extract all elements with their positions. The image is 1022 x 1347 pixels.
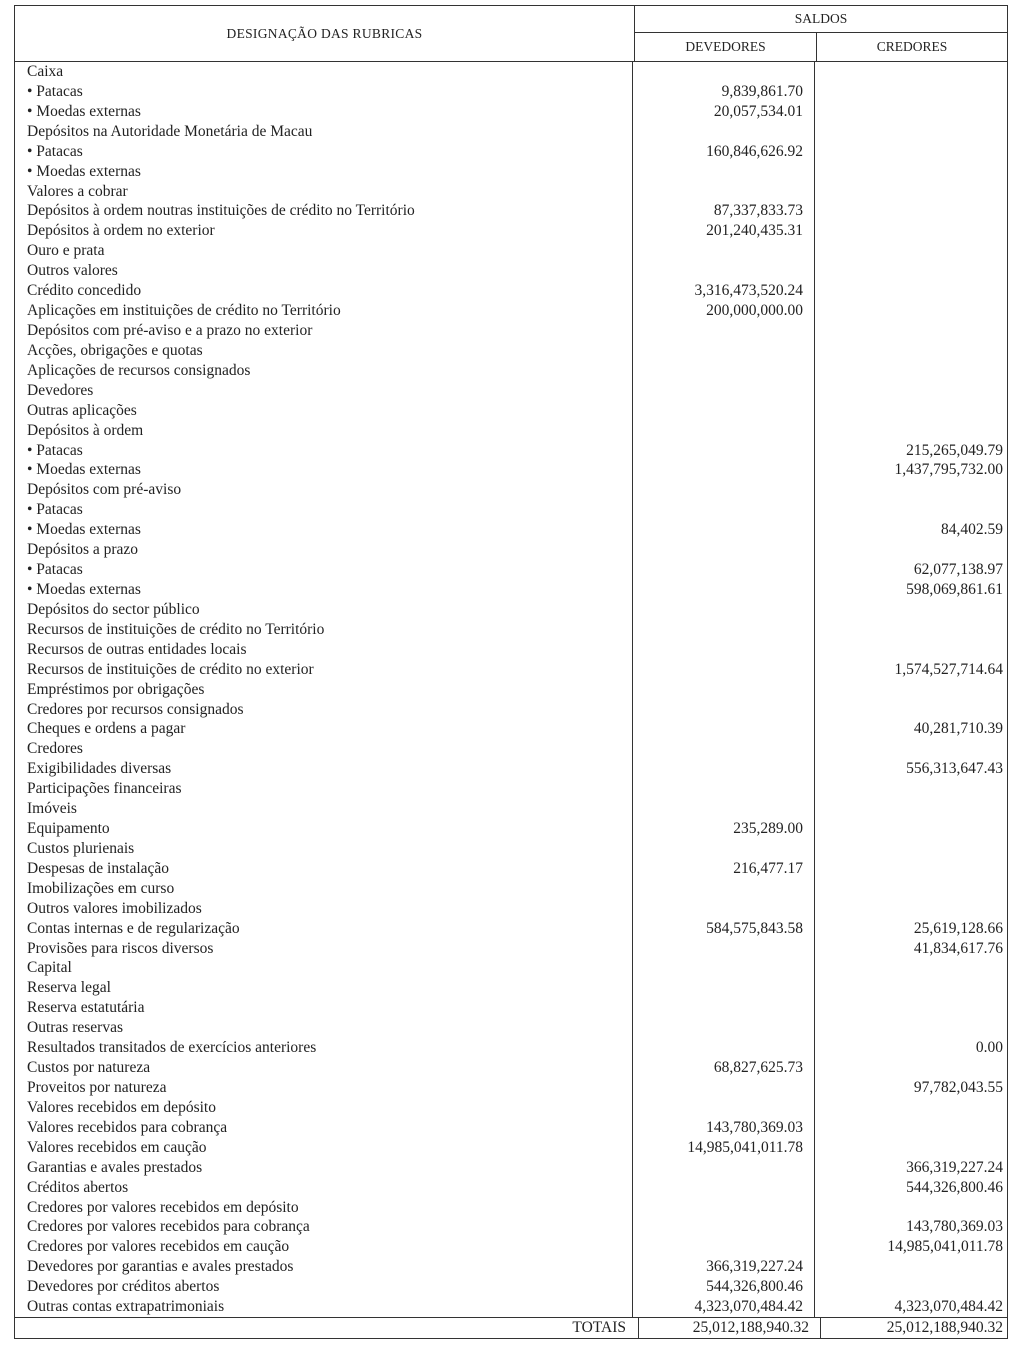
- row-debit: [633, 122, 815, 142]
- table-row: [15, 739, 1007, 759]
- row-credit: [815, 241, 1007, 261]
- row-credit: 366,319,227.24: [906, 1158, 1003, 1176]
- header-designation: DESIGNAÇÃO DAS RUBRICAS: [15, 6, 635, 61]
- table-row: [15, 939, 1007, 959]
- row-label: Proveitos por natureza: [15, 1078, 633, 1098]
- row-credit: 598,069,861.61: [906, 580, 1003, 598]
- row-credit: [815, 978, 1007, 998]
- row-label: Custos por natureza: [15, 1058, 633, 1078]
- row-label: Créditos abertos: [15, 1178, 633, 1198]
- row-debit: [633, 261, 815, 281]
- table-row: [15, 321, 1007, 341]
- row-label: Outras aplicações: [15, 401, 633, 421]
- table-row: [15, 102, 1007, 122]
- table-row: [15, 62, 1007, 82]
- row-credit: [815, 1018, 1007, 1038]
- row-credit: [815, 142, 1007, 162]
- row-debit: 68,827,625.73: [633, 1058, 815, 1078]
- row-debit: [633, 759, 815, 779]
- table-row: [15, 998, 1007, 1018]
- row-label: Capital: [15, 958, 633, 978]
- table-row: [15, 500, 1007, 520]
- table-row: [15, 779, 1007, 799]
- row-debit: [633, 1018, 815, 1038]
- row-credit: [815, 1138, 1007, 1158]
- table-row: [15, 401, 1007, 421]
- table-row: [15, 899, 1007, 919]
- row-label: Ouro e prata: [15, 241, 633, 261]
- table-body: [15, 62, 1007, 1317]
- row-label: • Patacas: [15, 142, 633, 162]
- row-label: Depósitos com pré-aviso: [15, 480, 633, 500]
- table-row: [15, 261, 1007, 281]
- table-header: [15, 6, 1007, 62]
- row-debit: [633, 839, 815, 859]
- row-credit: 1,574,527,714.64: [894, 660, 1003, 678]
- row-credit: 215,265,049.79: [906, 441, 1003, 459]
- row-debit: [633, 899, 815, 919]
- row-credit: 14,985,041,011.78: [887, 1238, 1003, 1256]
- row-debit: [633, 799, 815, 819]
- row-credit: 1,437,795,732.00: [894, 461, 1003, 479]
- row-debit: 584,575,843.58: [633, 919, 815, 939]
- row-label: • Moedas externas: [15, 460, 633, 480]
- row-label: Aplicações de recursos consignados: [15, 361, 633, 381]
- row-credit: 143,780,369.03: [906, 1218, 1003, 1236]
- row-debit: 9,839,861.70: [633, 82, 815, 102]
- totals-row: [15, 1317, 1007, 1338]
- row-credit: 556,313,647.43: [906, 760, 1003, 778]
- header-debit: DEVEDORES: [635, 33, 817, 61]
- row-label: Imobilizações em curso: [15, 879, 633, 899]
- row-debit: 200,000,000.00: [633, 301, 815, 321]
- row-debit: [633, 660, 815, 680]
- row-label: Garantias e avales prestados: [15, 1158, 633, 1178]
- row-label: Valores recebidos para cobrança: [15, 1118, 633, 1138]
- table-row: [15, 162, 1007, 182]
- row-debit: [633, 1038, 815, 1058]
- table-row: [15, 1217, 1007, 1237]
- row-label: Recursos de outras entidades locais: [15, 640, 633, 660]
- row-debit: 160,846,626.92: [633, 142, 815, 162]
- table-row: [15, 381, 1007, 401]
- row-label: Participações financeiras: [15, 779, 633, 799]
- row-label: Outras contas extrapatrimoniais: [15, 1297, 633, 1317]
- row-debit: [633, 1098, 815, 1118]
- row-debit: [633, 241, 815, 261]
- row-credit: [815, 1198, 1007, 1218]
- row-debit: 143,780,369.03: [633, 1118, 815, 1138]
- row-credit: [815, 1257, 1007, 1277]
- table-row: [15, 1118, 1007, 1138]
- row-credit: [815, 361, 1007, 381]
- table-row: [15, 799, 1007, 819]
- row-label: Credores por valores recebidos em caução: [15, 1237, 633, 1257]
- row-credit: [815, 261, 1007, 281]
- row-credit: [815, 201, 1007, 221]
- table-row: [15, 1178, 1007, 1198]
- row-credit: [815, 321, 1007, 341]
- row-credit: [815, 1098, 1007, 1118]
- row-debit: 235,289.00: [633, 819, 815, 839]
- row-debit: [633, 620, 815, 640]
- row-credit: [815, 301, 1007, 321]
- row-label: Exigibilidades diversas: [15, 759, 633, 779]
- table-row: [15, 281, 1007, 301]
- row-debit: [633, 441, 815, 461]
- row-label: Valores a cobrar: [15, 182, 633, 202]
- row-debit: [633, 779, 815, 799]
- row-credit: [815, 102, 1007, 122]
- table-row: [15, 919, 1007, 939]
- row-label: Recursos de instituições de crédito no Território: [15, 620, 633, 640]
- totals-label: TOTAIS: [15, 1318, 639, 1338]
- row-label: Credores por valores recebidos em depósito: [15, 1198, 633, 1218]
- header-credit: CREDORES: [876, 39, 948, 54]
- row-debit: [633, 600, 815, 620]
- row-debit: [633, 520, 815, 540]
- row-credit: [815, 1277, 1007, 1297]
- table-row: [15, 700, 1007, 720]
- table-row: [15, 600, 1007, 620]
- row-debit: [633, 1158, 815, 1178]
- row-credit: [815, 82, 1007, 102]
- row-label: Contas internas e de regularização: [15, 919, 633, 939]
- row-label: Credores por recursos consignados: [15, 700, 633, 720]
- row-credit: 41,834,617.76: [913, 939, 1003, 957]
- row-credit: 25,619,128.66: [913, 919, 1003, 937]
- row-credit: [815, 1118, 1007, 1138]
- table-row: [15, 1098, 1007, 1118]
- row-credit: [815, 819, 1007, 839]
- row-debit: [633, 640, 815, 660]
- row-credit: 40,281,710.39: [913, 720, 1003, 738]
- row-label: Outros valores: [15, 261, 633, 281]
- row-label: Credores: [15, 739, 633, 759]
- table-row: [15, 361, 1007, 381]
- table-row: [15, 82, 1007, 102]
- row-debit: 87,337,833.73: [633, 201, 815, 221]
- table-row: [15, 1018, 1007, 1038]
- row-label: Empréstimos por obrigações: [15, 680, 633, 700]
- row-label: Depósitos à ordem: [15, 421, 633, 441]
- row-debit: 544,326,800.46: [633, 1277, 815, 1297]
- row-debit: [633, 1178, 815, 1198]
- row-label: Crédito concedido: [15, 281, 633, 301]
- row-credit: [815, 640, 1007, 660]
- row-credit: [815, 998, 1007, 1018]
- row-debit: 216,477.17: [633, 859, 815, 879]
- row-credit: [815, 540, 1007, 560]
- table-row: [15, 201, 1007, 221]
- row-label: Despesas de instalação: [15, 859, 633, 879]
- row-credit: [815, 500, 1007, 520]
- row-credit: [815, 421, 1007, 441]
- row-credit: [815, 381, 1007, 401]
- table-row: [15, 520, 1007, 540]
- table-row: [15, 142, 1007, 162]
- table-row: [15, 879, 1007, 899]
- row-credit: [815, 281, 1007, 301]
- row-label: Depósitos na Autoridade Monetária de Macau: [15, 122, 633, 142]
- table-row: [15, 460, 1007, 480]
- row-credit: [815, 221, 1007, 241]
- row-credit: [815, 739, 1007, 759]
- row-debit: [633, 381, 815, 401]
- row-debit: [633, 998, 815, 1018]
- row-credit: [815, 680, 1007, 700]
- table-row: [15, 301, 1007, 321]
- row-label: Devedores por garantias e avales prestados: [15, 1257, 633, 1277]
- row-credit: [815, 839, 1007, 859]
- row-credit: 62,077,138.97: [913, 561, 1003, 579]
- row-label: Reserva estatutária: [15, 998, 633, 1018]
- table-row: [15, 719, 1007, 739]
- row-credit: [815, 62, 1007, 82]
- row-credit: [815, 700, 1007, 720]
- table-row: [15, 640, 1007, 660]
- row-credit: [815, 879, 1007, 899]
- row-label: Valores recebidos em caução: [15, 1138, 633, 1158]
- row-debit: 3,316,473,520.24: [633, 281, 815, 301]
- row-credit: [815, 958, 1007, 978]
- row-debit: [633, 1198, 815, 1218]
- row-debit: [633, 1078, 815, 1098]
- row-credit: [815, 122, 1007, 142]
- table-row: [15, 560, 1007, 580]
- row-label: Caixa: [15, 62, 633, 82]
- row-credit: 4,323,070,484.42: [894, 1298, 1003, 1316]
- row-credit: [815, 1058, 1007, 1078]
- table-row: [15, 1277, 1007, 1297]
- row-debit: [633, 700, 815, 720]
- table-row: [15, 1237, 1007, 1257]
- row-credit: [815, 182, 1007, 202]
- row-debit: [633, 680, 815, 700]
- row-label: Devedores por créditos abertos: [15, 1277, 633, 1297]
- table-row: [15, 441, 1007, 461]
- row-debit: [633, 62, 815, 82]
- row-debit: [633, 939, 815, 959]
- row-debit: [633, 958, 815, 978]
- row-credit: [815, 799, 1007, 819]
- table-row: [15, 1038, 1007, 1058]
- row-debit: 14,985,041,011.78: [633, 1138, 815, 1158]
- row-debit: [633, 739, 815, 759]
- table-row: [15, 1198, 1007, 1218]
- table-row: [15, 958, 1007, 978]
- row-label: • Moedas externas: [15, 580, 633, 600]
- table-row: [15, 182, 1007, 202]
- row-debit: [633, 162, 815, 182]
- table-row: [15, 978, 1007, 998]
- row-label: Aplicações em instituições de crédito no Território: [15, 301, 633, 321]
- row-debit: [633, 500, 815, 520]
- row-debit: [633, 560, 815, 580]
- row-credit: [815, 620, 1007, 640]
- row-credit: [815, 341, 1007, 361]
- table-row: [15, 122, 1007, 142]
- row-debit: [633, 1237, 815, 1257]
- row-debit: [633, 401, 815, 421]
- row-credit: 97,782,043.55: [913, 1079, 1003, 1097]
- row-debit: [633, 460, 815, 480]
- table-row: [15, 421, 1007, 441]
- row-debit: 20,057,534.01: [633, 102, 815, 122]
- table-row: [15, 1297, 1007, 1317]
- row-debit: [633, 580, 815, 600]
- totals-debit: 25,012,188,940.32: [639, 1318, 821, 1338]
- row-label: • Patacas: [15, 560, 633, 580]
- row-credit: [815, 859, 1007, 879]
- row-debit: 201,240,435.31: [633, 221, 815, 241]
- row-label: Reserva legal: [15, 978, 633, 998]
- row-debit: [633, 719, 815, 739]
- header-balances-group: [635, 6, 1007, 61]
- table-row: [15, 540, 1007, 560]
- row-label: Depósitos a prazo: [15, 540, 633, 560]
- table-row: [15, 1078, 1007, 1098]
- table-row: [15, 859, 1007, 879]
- row-label: Depósitos com pré-aviso e a prazo no exterior: [15, 321, 633, 341]
- table-row: [15, 480, 1007, 500]
- row-credit: 84,402.59: [941, 521, 1003, 539]
- row-label: • Moedas externas: [15, 520, 633, 540]
- balance-table: [14, 5, 1008, 1339]
- row-debit: [633, 1217, 815, 1237]
- row-debit: [633, 182, 815, 202]
- table-row: [15, 839, 1007, 859]
- row-label: Outras reservas: [15, 1018, 633, 1038]
- row-debit: [633, 341, 815, 361]
- row-credit: [815, 779, 1007, 799]
- row-label: Credores por valores recebidos para cobrança: [15, 1217, 633, 1237]
- table-row: [15, 680, 1007, 700]
- row-label: Resultados transitados de exercícios anteriores: [15, 1038, 633, 1058]
- row-label: Imóveis: [15, 799, 633, 819]
- table-row: [15, 1158, 1007, 1178]
- row-credit: [815, 162, 1007, 182]
- row-credit: [815, 600, 1007, 620]
- row-debit: [633, 321, 815, 341]
- table-row: [15, 241, 1007, 261]
- row-credit: [815, 401, 1007, 421]
- row-label: • Moedas externas: [15, 162, 633, 182]
- row-label: • Patacas: [15, 82, 633, 102]
- table-row: [15, 620, 1007, 640]
- row-label: Depósitos à ordem noutras instituições de crédito no Território: [15, 201, 633, 221]
- row-label: Recursos de instituições de crédito no exterior: [15, 660, 633, 680]
- row-debit: [633, 421, 815, 441]
- row-credit: [815, 899, 1007, 919]
- row-debit: 4,323,070,484.42: [633, 1297, 815, 1317]
- totals-credit: 25,012,188,940.32: [886, 1319, 1003, 1337]
- table-row: [15, 759, 1007, 779]
- row-label: Cheques e ordens a pagar: [15, 719, 633, 739]
- row-label: Devedores: [15, 381, 633, 401]
- row-debit: [633, 879, 815, 899]
- row-label: Depósitos à ordem no exterior: [15, 221, 633, 241]
- table-row: [15, 1138, 1007, 1158]
- table-row: [15, 660, 1007, 680]
- table-row: [15, 221, 1007, 241]
- row-label: Provisões para riscos diversos: [15, 939, 633, 959]
- table-row: [15, 819, 1007, 839]
- row-credit: 544,326,800.46: [906, 1178, 1003, 1196]
- row-label: • Moedas externas: [15, 102, 633, 122]
- row-label: • Patacas: [15, 441, 633, 461]
- row-label: Acções, obrigações e quotas: [15, 341, 633, 361]
- row-debit: [633, 480, 815, 500]
- row-debit: [633, 978, 815, 998]
- row-credit: [815, 480, 1007, 500]
- table-row: [15, 1257, 1007, 1277]
- row-label: • Patacas: [15, 500, 633, 520]
- table-row: [15, 341, 1007, 361]
- table-row: [15, 1058, 1007, 1078]
- row-label: Equipamento: [15, 819, 633, 839]
- row-label: Valores recebidos em depósito: [15, 1098, 633, 1118]
- row-credit: 0.00: [975, 1039, 1003, 1057]
- row-debit: 366,319,227.24: [633, 1257, 815, 1277]
- row-label: Depósitos do sector público: [15, 600, 633, 620]
- header-balances: SALDOS: [635, 6, 1007, 33]
- row-label: Custos plurienais: [15, 839, 633, 859]
- row-debit: [633, 361, 815, 381]
- row-label: Outros valores imobilizados: [15, 899, 633, 919]
- table-row: [15, 580, 1007, 600]
- row-debit: [633, 540, 815, 560]
